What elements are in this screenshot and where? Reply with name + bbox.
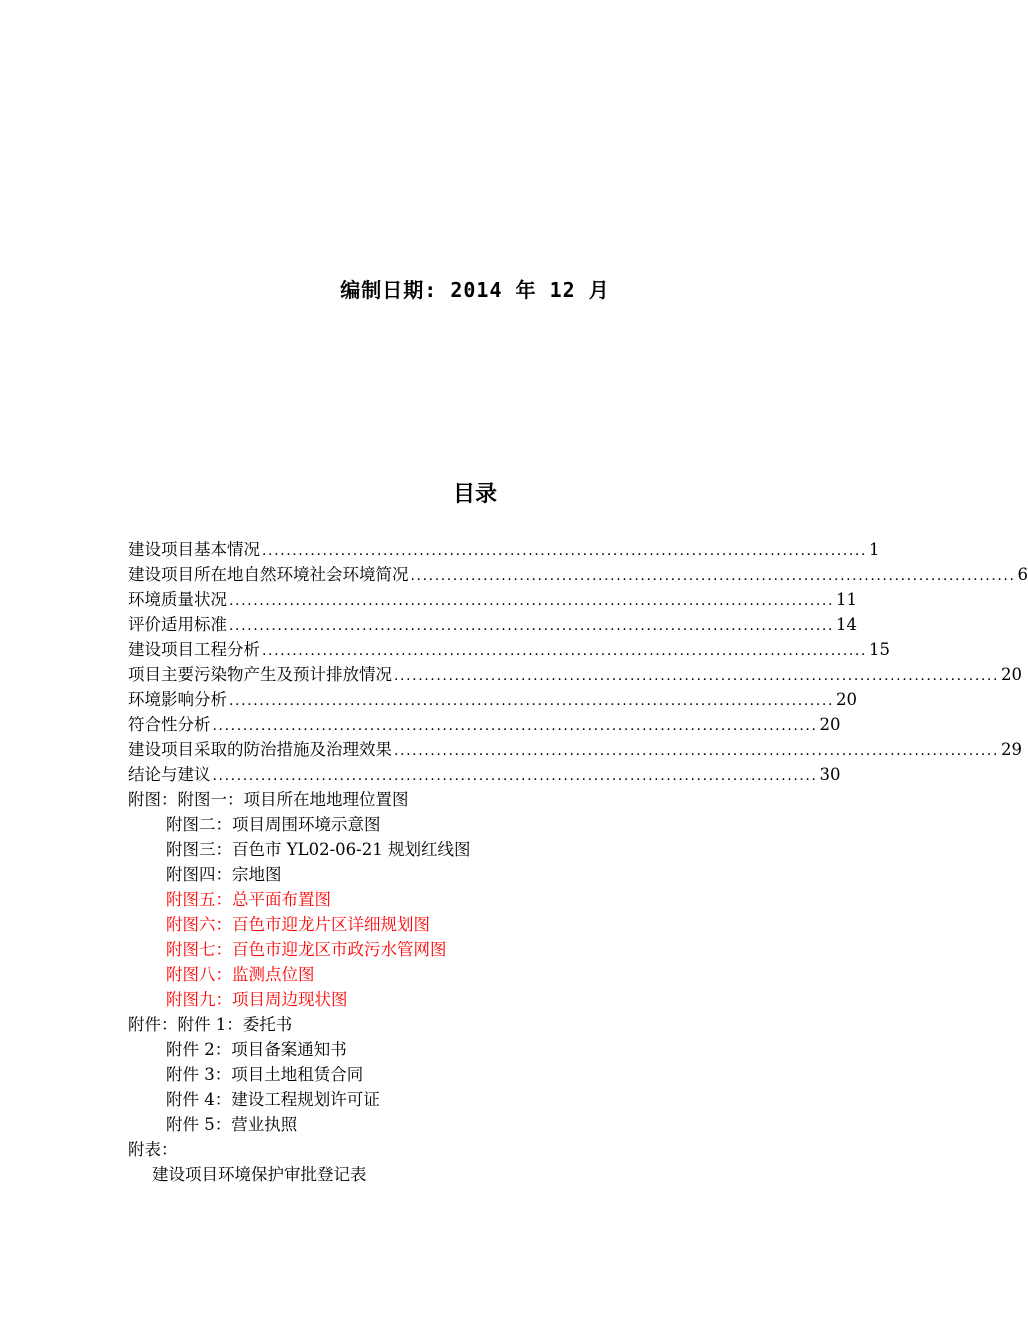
figure-item-highlighted[interactable]: 附图五：总平面布置图 — [166, 890, 331, 909]
toc-entry-page: 20 — [819, 715, 841, 734]
toc-entry-label: 建设项目工程分析 — [128, 640, 260, 659]
attachment-item[interactable]: 附件 3：项目土地租赁合同 — [166, 1065, 364, 1084]
figure-item-highlighted[interactable]: 附图九：项目周边现状图 — [166, 990, 348, 1009]
toc-entry-page: 14 — [836, 615, 858, 634]
toc-entry-page: 15 — [869, 640, 891, 659]
toc-leader: .................................................................................................... — [212, 718, 818, 734]
figure-item-highlighted[interactable]: 附图八：监测点位图 — [166, 965, 315, 984]
toc-entry-page: 29 — [1001, 740, 1023, 759]
toc-entry-label: 建设项目采取的防治措施及治理效果 — [128, 740, 392, 759]
figure-item[interactable]: 附图二：项目周围环境示意图 — [166, 815, 381, 834]
attachment-item[interactable]: 附件 4：建设工程规划许可证 — [166, 1090, 380, 1109]
figure-item[interactable]: 附图三：百色市 YL02-06-21 规划红线图 — [166, 840, 471, 859]
attachment-item[interactable]: 附件 5：营业执照 — [166, 1115, 298, 1134]
toc-title: 目录 — [452, 482, 497, 507]
toc-entry-label: 环境影响分析 — [128, 690, 227, 709]
toc-list — [128, 537, 1028, 787]
toc-entry[interactable] — [128, 712, 841, 737]
figure-item[interactable]: 附图一：项目所在地地理位置图 — [177, 790, 409, 809]
toc-entry-page: 11 — [836, 590, 858, 609]
attachment-item[interactable]: 附件 2：项目备案通知书 — [166, 1040, 347, 1059]
toc-leader: .................................................................................................... — [394, 668, 1000, 684]
toc-leader: .................................................................................................... — [229, 693, 835, 709]
table-item[interactable]: 建设项目环境保护审批登记表 — [152, 1165, 367, 1184]
compile-date: 编制日期: 2014 年 12 月 — [340, 278, 610, 302]
figures-heading: 附图： — [128, 790, 178, 809]
toc-entry-label: 环境质量状况 — [128, 590, 227, 609]
attachments-row-first — [128, 1012, 828, 1037]
toc-leader: .................................................................................................... — [410, 568, 1016, 584]
figure-item-highlighted[interactable]: 附图七：百色市迎龙区市政污水管网图 — [166, 940, 447, 959]
toc-entry-label: 符合性分析 — [128, 715, 211, 734]
attachments-heading: 附件： — [128, 1015, 178, 1034]
figure-item-highlighted[interactable]: 附图六：百色市迎龙片区详细规划图 — [166, 915, 430, 934]
toc-entry-label: 结论与建议 — [128, 765, 211, 784]
toc-entry[interactable] — [128, 537, 880, 562]
toc-leader: .................................................................................................... — [262, 643, 868, 659]
toc-entry[interactable] — [128, 662, 1023, 687]
toc-entry-page: 20 — [1001, 665, 1023, 684]
appendix-list — [128, 787, 828, 1187]
toc-leader: .................................................................................................... — [394, 743, 1000, 759]
toc-leader: .................................................................................................... — [262, 543, 868, 559]
toc-leader: .................................................................................................... — [212, 768, 818, 784]
figures-row-first — [128, 787, 828, 812]
toc-entry[interactable] — [128, 562, 1028, 587]
toc-entry-label: 建设项目所在地自然环境社会环境简况 — [128, 565, 409, 584]
toc-leader: .................................................................................................... — [229, 618, 835, 634]
toc-entry[interactable] — [128, 612, 858, 637]
toc-entry-label: 建设项目基本情况 — [128, 540, 260, 559]
toc-entry-label: 评价适用标准 — [128, 615, 227, 634]
toc-entry-page: 30 — [819, 765, 841, 784]
toc-entry-label: 项目主要污染物产生及预计排放情况 — [128, 665, 392, 684]
toc-entry-page: 6 — [1017, 565, 1028, 584]
toc-entry[interactable] — [128, 687, 858, 712]
toc-entry[interactable] — [128, 762, 841, 787]
tables-heading: 附表： — [128, 1140, 178, 1159]
toc-entry-page: 20 — [836, 690, 858, 709]
figure-item[interactable]: 附图四：宗地图 — [166, 865, 282, 884]
toc-entry-page: 1 — [869, 540, 880, 559]
attachment-item[interactable]: 附件 1：委托书 — [177, 1015, 293, 1034]
toc-entry[interactable] — [128, 637, 891, 662]
toc-entry[interactable] — [128, 737, 1023, 762]
toc-entry[interactable] — [128, 587, 858, 612]
toc-leader: .................................................................................................... — [229, 593, 835, 609]
